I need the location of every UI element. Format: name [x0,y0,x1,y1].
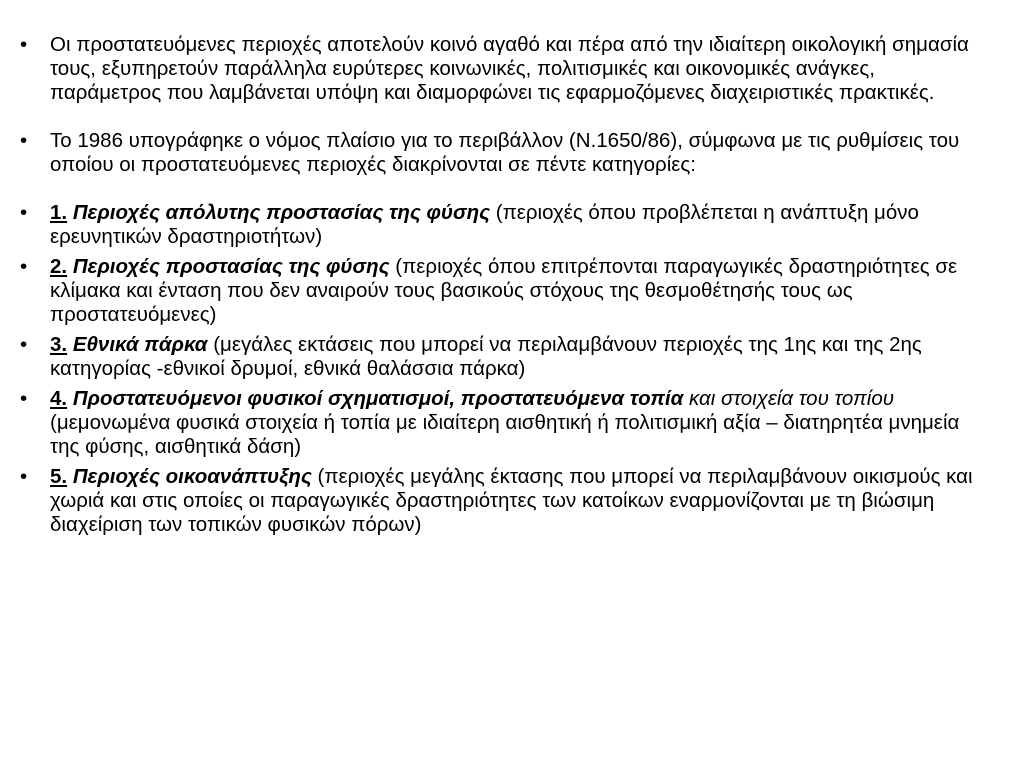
bullet-list [20,33,980,537]
category-item-3 [20,333,980,381]
bullet-dot: • [20,465,28,488]
category-description: (περιοχές μεγάλης έκτασης που μπορεί να περιλαμβάνουν οικισμούς και χωριά και στις οποίες οι παραγωγικές δραστηριότητες των κατοίκων εναρμονίζονται με τη βιώσιμη διαχείριση των τοπικών φυσικών πόρων) [50,465,973,536]
category-title: Εθνικά πάρκα [72,333,208,356]
category-title: Περιοχές προστασίας της φύσης [72,255,390,278]
bullet-dot: • [20,387,28,410]
bullet-dot: • [20,333,28,356]
category-number: 5. [50,465,68,488]
bullet-dot: • [20,33,28,56]
category-title: Περιοχές απόλυτης προστασίας της φύσης [72,201,491,224]
bullet-law [20,129,980,177]
category-description: (μεμονωμένα φυσικά στοιχεία ή τοπία με ιδιαίτερη αισθητική ή πολιτισμική αξία – διατηρητέα μνημεία της φύσης, αισθητικά δάση) [50,411,960,458]
category-number: 3. [50,333,68,356]
category-description: (μεγάλες εκτάσεις που μπορεί να περιλαμβάνουν περιοχές της 1ης και της 2ης κατηγορίας -εθνικοί δρυμοί, εθνικά θαλάσσια πάρκα) [50,333,922,380]
category-item-2 [20,255,980,327]
category-title: Προστατευόμενοι φυσικοί σχηματισμοί, προστατευόμενα τοπία [72,387,684,410]
category-number: 1. [50,201,68,224]
bullet-dot: • [20,255,28,278]
category-item-5 [20,465,980,537]
category-description: (περιοχές όπου επιτρέπονται παραγωγικές δραστηριότητες σε κλίμακα και ένταση που δεν αναιρούν τους βασικούς στόχους της θεσμοθέτησής τους ως προστατευόμενες) [50,255,958,326]
intro-text: Οι προστατευόμενες περιοχές αποτελούν κοινό αγαθό και πέρα από την ιδιαίτερη οικολογική σημασία τους, εξυπηρετούν παράλληλα ευρύτερες κοινωνικές, πολιτισμικές και οικονομικές ανάγκες, παράμετρος που λαμβάνεται υπόψη και διαμορφώνει τις εφαρμοζόμενες διαχειριστικές πρακτικές. [50,33,969,104]
category-title: Περιοχές οικοανάπτυξης [72,465,312,488]
category-title-extra: και στοιχεία του τοπίου [689,387,895,410]
category-description: (περιοχές όπου προβλέπεται η ανάπτυξη μόνο ερευνητικών δραστηριοτήτων) [50,201,919,248]
law-text: Το 1986 υπογράφηκε ο νόμος πλαίσιο για το περιβάλλον (Ν.1650/86), σύμφωνα με τις ρυθμίσεις του οποίου οι προστατευόμενες περιοχές διακρίνονται σε πέντε κατηγορίες: [50,129,960,176]
bullet-dot: • [20,201,28,224]
category-number: 4. [50,387,68,410]
bullet-dot: • [20,129,28,152]
category-item-4 [20,387,980,459]
category-number: 2. [50,255,68,278]
category-item-1 [20,201,980,249]
bullet-intro [20,33,980,105]
